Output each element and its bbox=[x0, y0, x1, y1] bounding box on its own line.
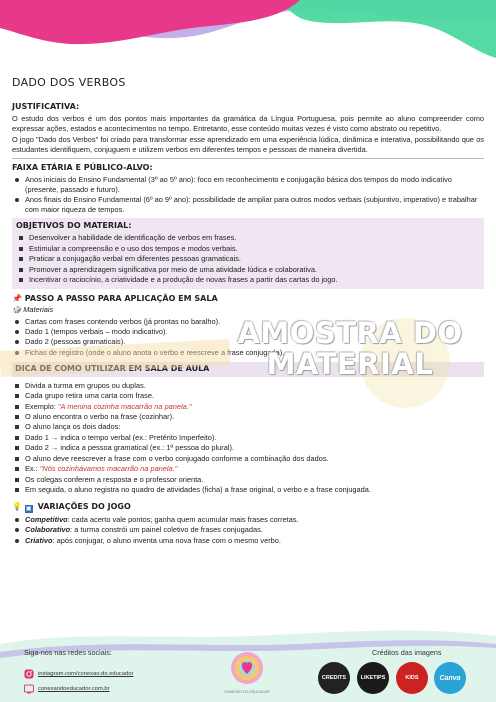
list-item: Anos iniciais do Ensino Fundamental (3º ao 5º ano): foco em reconhecimento e conjugação básica dos tempos do modo indicativo (presente, passado e futuro). bbox=[12, 175, 484, 194]
variacoes-heading-text: VARIAÇÕES DO JOGO bbox=[37, 501, 131, 511]
list-item: Colaborativo: a turma constrói um painel coletivo de frases conjugadas. bbox=[12, 525, 484, 534]
watermark-circle bbox=[360, 318, 450, 408]
list-item: Competitivo: cada acerto vale pontos; ganha quem acumular mais frases corretas. bbox=[12, 515, 484, 524]
divider bbox=[12, 158, 484, 159]
document-title: DADO DOS VERBOS bbox=[12, 76, 126, 89]
list-item: O aluno lança os dois dados: bbox=[12, 422, 484, 431]
site-text: conexaodoeducador.com.br bbox=[38, 686, 110, 692]
watermark-line-2: MATERIAL bbox=[266, 347, 434, 382]
logo-text: CONEXÃO DO EDUCADOR bbox=[224, 690, 270, 694]
objetivos-heading: OBJETIVOS DO MATERIAL: bbox=[16, 221, 132, 231]
list-item: Desenvolver a habilidade de identificação de verbos em frases. bbox=[16, 233, 480, 242]
justificativa-paragraph-1: O estudo dos verbos é um dos pontos mais importantes da gramática da Língua Portuguesa, pois permite ao aluno compreender como expressar ações, estados e acontecimentos no tempo. Entretanto, esse conteúdo muitas vezes é visto como abstrato ou repetitivo. bbox=[12, 114, 484, 133]
materials-label bbox=[12, 305, 484, 314]
list-item: Divida a turma em grupos ou duplas. bbox=[12, 381, 484, 390]
list-item: Ex.: "Nós cozinhávamos macarrão na panela." bbox=[12, 464, 484, 473]
passo-heading bbox=[12, 294, 484, 304]
watermark-line-1: AMOSTRA DO bbox=[237, 316, 463, 350]
list-item: Cada grupo retira uma carta com frase. bbox=[12, 391, 484, 400]
list-item: Cartas com frases contendo verbos (já prontas no baralho). bbox=[12, 317, 484, 326]
variacoes-list bbox=[12, 515, 484, 545]
pushpin-icon: 📌 bbox=[12, 293, 22, 303]
credits-title: Créditos das imagens bbox=[372, 648, 442, 657]
credit-badge-1: CREDITS bbox=[318, 662, 350, 694]
credit-badge-3: KIDS bbox=[396, 662, 428, 694]
dica-heading: DICA DE COMO UTILIZAR EM SALA DE AULA bbox=[15, 364, 210, 374]
list-item: Estimular a compreensão e o uso dos tempos e modos verbais. bbox=[16, 244, 480, 253]
variacoes-heading bbox=[12, 502, 484, 513]
objetivos-list bbox=[16, 233, 480, 284]
list-item: Dado 2 → indica a pessoa gramatical (ex.: 1ª pessoa do plural). bbox=[12, 443, 484, 452]
list-item: Os colegas conferem a resposta e o professor orienta. bbox=[12, 475, 484, 484]
instagram-link[interactable] bbox=[24, 669, 133, 679]
faixa-heading: FAIXA ETÁRIA E PÚBLICO-ALVO: bbox=[12, 163, 153, 173]
passo-heading-text: PASSO A PASSO PARA APLICAÇÃO EM SALA bbox=[24, 293, 218, 303]
faixa-list bbox=[12, 175, 484, 214]
dice-square-icon: ▣ bbox=[25, 504, 32, 512]
site-link[interactable] bbox=[24, 684, 110, 694]
instagram-icon bbox=[24, 669, 34, 679]
list-item: Incentivar o raciocínio, a criatividade e a produção de novas frases a partir das cartas do jogo. bbox=[16, 275, 480, 284]
instagram-text: instagram.com/conexao.do.educador bbox=[38, 671, 134, 677]
justificativa-paragraph-2: O jogo "Dado dos Verbos" foi criado para transformar esse aprendizado em uma experiência lúdica, dinâmica e interativa, possibilitando que os estudantes identifiquem, conjuguem e utilizem verbos em diferentes tempos e pessoas de maneira divertida. bbox=[12, 135, 484, 154]
globe-icon bbox=[24, 684, 34, 694]
list-item: Praticar a conjugação verbal em diferentes pessoas gramaticais. bbox=[16, 254, 480, 263]
list-item: Dado 2 (pessoas gramaticais). bbox=[12, 337, 484, 346]
list-item: Criativo: após conjugar, o aluno inventa uma nova frase com o mesmo verbo. bbox=[12, 536, 484, 545]
list-item: Fichas de registro (onde o aluno anota o verbo e reescreve a frase conjugada). bbox=[12, 348, 484, 357]
canva-badge: Canva bbox=[434, 662, 466, 694]
objetivos-box bbox=[12, 218, 484, 289]
list-item: Dado 1 (tempos verbais – modo indicativo). bbox=[12, 327, 484, 336]
top-wave-decoration bbox=[0, 0, 496, 70]
list-item: Em seguida, o aluno registra no quadro de atividades (ficha) a frase original, o verbo e a frase conjugada. bbox=[12, 485, 484, 494]
list-item: Dado 1 → indica o tempo verbal (ex.: Pretérito Imperfeito). bbox=[12, 433, 484, 442]
lightbulb-icon: 💡 bbox=[12, 501, 22, 511]
credit-badge-2: LIKETIPS bbox=[357, 662, 389, 694]
list-item: Promover a aprendizagem significativa por meio de uma atividade lúdica e colaborativa. bbox=[16, 265, 480, 274]
materials-icon: 🎲 bbox=[12, 305, 22, 315]
list-item: O aluno deve reescrever a frase com o verbo conjugado conforme a combinação dos dados. bbox=[12, 454, 484, 463]
justificativa-heading: JUSTIFICATIVA: bbox=[12, 102, 80, 111]
social-title: Siga-nos nas redes sociais: bbox=[24, 648, 112, 657]
materials-label-text: Materiais bbox=[23, 305, 54, 315]
list-item: Exemplo: "A menina cozinha macarrão na panela." bbox=[12, 402, 484, 411]
list-item: O aluno encontra o verbo na frase (cozinhar). bbox=[12, 412, 484, 421]
list-item: Anos finais do Ensino Fundamental (6º ao 9º ano): possibilidade de ampliar para outros modos verbais (subjuntivo, imperativo) e trabalhar com maior riqueza de tempos. bbox=[12, 195, 484, 214]
